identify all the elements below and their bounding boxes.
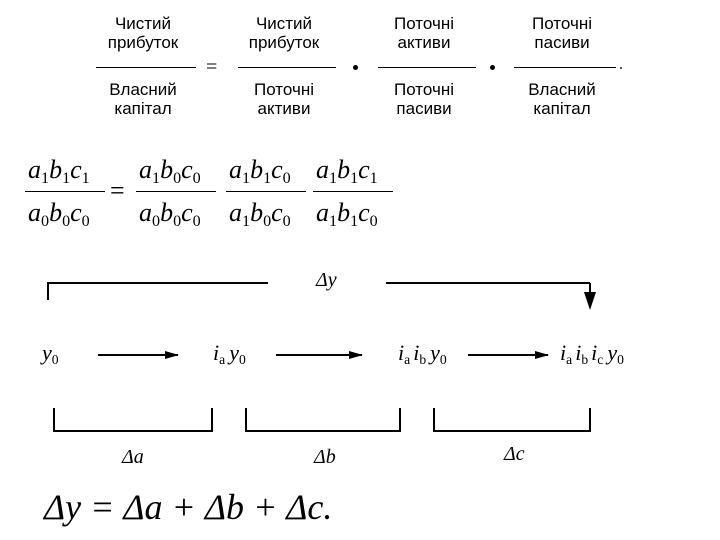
symbolic-denominator-2: $a_0b_0c_0$ — [139, 198, 201, 230]
symbolic-denominator-1: $a_0b_0c_0$ — [28, 198, 90, 230]
symbolic-numerator-3: $a_1b_1c_0$ — [229, 155, 291, 187]
term-ia-ib-ic-y0: $i_a$ $i_b$ $i_c$ $y_0$ — [560, 340, 624, 368]
symbolic-denominator-3: $a_1b_0c_0$ — [229, 198, 291, 230]
numerator-line-1: Чистий — [114, 14, 172, 33]
symbolic-denominator-4: $a_1b_1c_0$ — [316, 198, 378, 230]
delta-a-label: Δa — [122, 446, 144, 468]
equals-sign: = — [206, 56, 218, 78]
numerator-line-1: Чистий — [255, 14, 313, 33]
bracket-delta-c — [434, 408, 590, 431]
numerator-line-2: прибуток — [107, 33, 179, 52]
symbolic-numerator-1: $a_1b_1c_1$ — [28, 155, 90, 187]
delta-b-label: Δb — [314, 446, 336, 468]
final-equation: Δy = Δa + Δb + Δc. — [44, 487, 333, 527]
numerator-line-2: пасиви — [534, 33, 590, 52]
denominator-line-1: Поточні — [394, 80, 454, 99]
numerator-line-1: Поточні — [532, 14, 592, 33]
period: . — [619, 56, 623, 73]
total-change-bracket — [48, 283, 268, 300]
denominator-line-2: активи — [257, 99, 311, 118]
numerator-line-1: Поточні — [394, 14, 454, 33]
bracket-delta-a — [54, 408, 212, 431]
bracket-delta-b — [246, 408, 400, 431]
denominator-line-2: капітал — [533, 99, 591, 118]
denominator-line-1: Власний — [109, 80, 177, 99]
symbolic-numerator-2: $a_1b_0c_0$ — [139, 155, 201, 187]
symbolic-numerator-4: $a_1b_1c_1$ — [316, 155, 378, 187]
denominator-line-1: Поточні — [254, 80, 314, 99]
numerator-line-2: прибуток — [248, 33, 320, 52]
numerator-line-2: активи — [397, 33, 451, 52]
term-y0: $y_0$ — [42, 340, 59, 368]
denominator-line-2: пасиви — [396, 99, 452, 118]
denominator-line-2: капітал — [114, 99, 172, 118]
term-ia-y0: $i_a$ $y_0$ — [213, 340, 246, 368]
delta-y-label: Δy — [316, 269, 337, 291]
equals-sign: = — [110, 176, 125, 205]
denominator-line-1: Власний — [528, 80, 596, 99]
down-arrowhead — [584, 292, 596, 310]
term-ia-ib-y0: $i_a$ $i_b$ $y_0$ — [398, 340, 447, 368]
delta-c-label: Δc — [504, 443, 525, 465]
